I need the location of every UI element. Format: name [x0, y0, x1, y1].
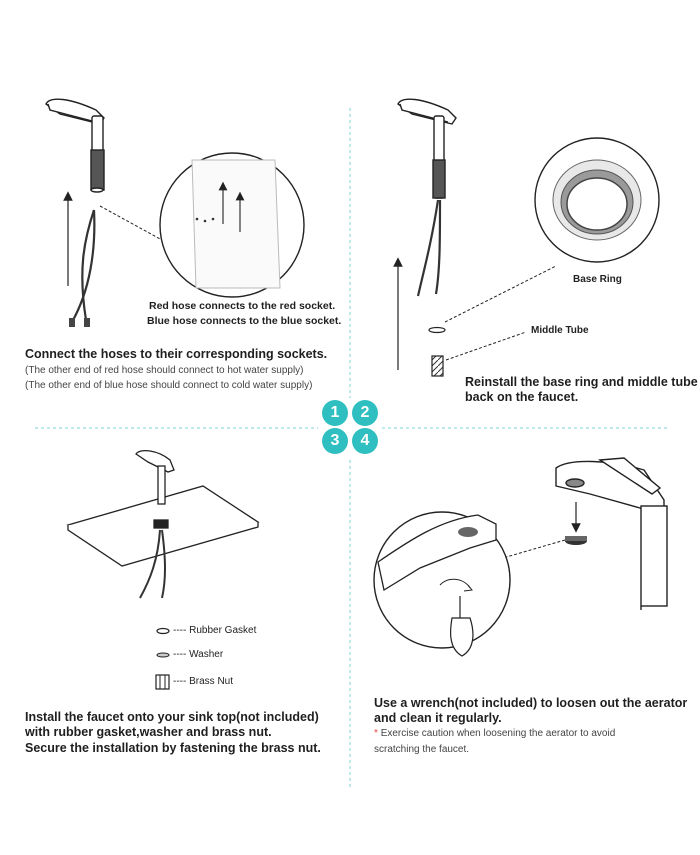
- step2-hoses: [418, 200, 440, 296]
- step1-note2: (The other end of blue hose should connect to cold water supply): [25, 380, 313, 391]
- step2-title-line2: back on the faucet.: [465, 390, 579, 404]
- step-badge-3: 3: [322, 428, 348, 454]
- step3-title-line1: Install the faucet onto your sink top(not included): [25, 710, 319, 724]
- step2-middle-tube-callout: [446, 332, 526, 360]
- step-badge-4: 4: [352, 428, 378, 454]
- step3-title-line3: Secure the installation by fastening the brass nut.: [25, 741, 321, 755]
- step3-label-rubber-gasket: ---- Rubber Gasket: [173, 625, 257, 636]
- step4-caution-line1: [374, 726, 615, 742]
- rubber-gasket-icon: [157, 629, 169, 634]
- step3-label-brass-nut: ---- Brass Nut: [173, 676, 233, 687]
- step1-magnifier: [160, 153, 304, 297]
- step1-callout-line1: Red hose connects to the red socket.: [149, 300, 336, 312]
- step-badge-2: 2: [352, 400, 378, 426]
- step4-magnifier: [374, 512, 510, 656]
- step4-title-line2: and clean it regularly.: [374, 711, 502, 725]
- step1-callout-line: [100, 206, 162, 240]
- step2-base-ring-part: [429, 328, 445, 333]
- step1-note1: (The other end of red hose should connect to hot water supply): [25, 365, 304, 376]
- caution-star: *: [374, 728, 378, 739]
- aerator-part: [565, 536, 587, 545]
- step2-middle-tube-part: [432, 356, 443, 376]
- step2-base-ring-callout: [445, 266, 556, 322]
- step1-callout-line2: Blue hose connects to the blue socket.: [147, 315, 342, 327]
- step2-magnifier: [535, 138, 659, 262]
- brass-nut-icon: [156, 675, 169, 689]
- step3-sink-illustration: [68, 451, 258, 566]
- step1-faucet-illustration: [46, 99, 104, 192]
- step1-hoses: [72, 210, 94, 322]
- step3-label-washer: ---- Washer: [173, 649, 224, 660]
- step2-faucet-illustration: [398, 99, 456, 198]
- step4-caution-text: Exercise caution when loosening the aerator to avoid: [380, 728, 616, 739]
- step3-title-line2: with rubber gasket,washer and brass nut.: [25, 725, 272, 739]
- step2-label-middle-tube: Middle Tube: [531, 325, 589, 336]
- step1-hose-ends: [69, 318, 90, 327]
- step2-title-line1: Reinstall the base ring and middle tube: [465, 375, 698, 389]
- step4-faucet-illustration: [556, 458, 667, 610]
- washer-icon: [157, 653, 169, 657]
- step4-caution-line2: scratching the faucet.: [374, 744, 470, 755]
- step-badge-1: 1: [322, 400, 348, 426]
- step1-title: Connect the hoses to their corresponding sockets.: [25, 347, 328, 361]
- step4-title-line1: Use a wrench(not included) to loosen out the aerator: [374, 696, 688, 710]
- step2-label-base-ring: Base Ring: [573, 274, 622, 285]
